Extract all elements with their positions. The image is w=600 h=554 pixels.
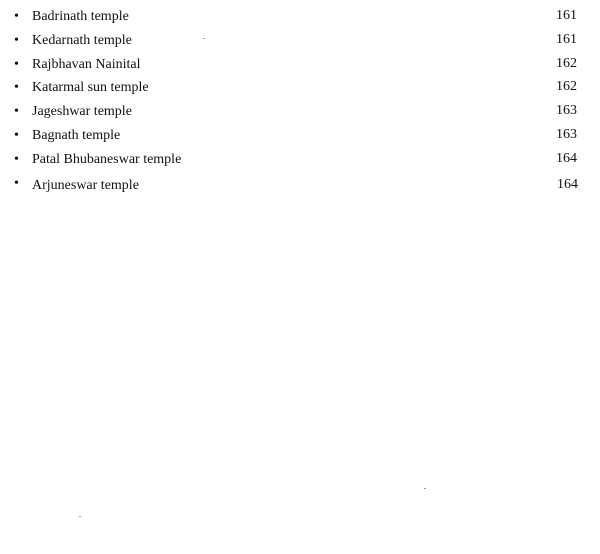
toc-entry	[0, 5, 600, 29]
toc-entry-page-number: 164	[556, 150, 577, 166]
toc-entry-title: Badrinath temple	[32, 9, 129, 24]
scan-speck	[203, 38, 205, 39]
toc-entry	[0, 172, 600, 196]
toc-entry	[0, 124, 600, 148]
bullet-icon: •	[14, 56, 19, 72]
toc-entry	[0, 148, 600, 172]
toc-entry	[0, 29, 600, 53]
toc-entry-page-number: 161	[556, 8, 577, 23]
bullet-icon: •	[14, 80, 19, 96]
scan-speck	[79, 516, 81, 517]
toc-list	[0, 5, 600, 195]
toc-entry-page-number: 161	[556, 31, 577, 47]
toc-entry-title: Arjuneswar temple	[32, 177, 139, 193]
scan-speck	[424, 488, 426, 489]
bullet-icon: •	[14, 104, 19, 120]
bullet-icon: •	[14, 175, 19, 191]
toc-entry-page-number: 162	[556, 79, 577, 95]
bullet-icon: •	[14, 127, 19, 143]
toc-entry-page-number: 164	[557, 176, 578, 192]
toc-entry-page-number: 163	[556, 103, 577, 119]
toc-entry-title: Katarmal sun temple	[32, 80, 149, 96]
toc-entry-title: Kedarnath temple	[32, 32, 132, 48]
toc-entry	[0, 100, 600, 124]
toc-entry	[0, 53, 600, 77]
toc-entry-title: Patal Bhubaneswar temple	[32, 151, 182, 167]
bullet-icon: •	[14, 151, 19, 167]
toc-entry-title: Bagnath temple	[32, 127, 121, 143]
toc-entry-page-number: 163	[556, 126, 577, 142]
bullet-icon: •	[14, 9, 19, 24]
toc-entry-title: Jageshwar temple	[32, 104, 132, 120]
bullet-icon: •	[14, 32, 19, 48]
toc-entry-page-number: 162	[556, 55, 577, 71]
toc-entry	[0, 76, 600, 100]
toc-entry-title: Rajbhavan Nainital	[32, 56, 141, 72]
